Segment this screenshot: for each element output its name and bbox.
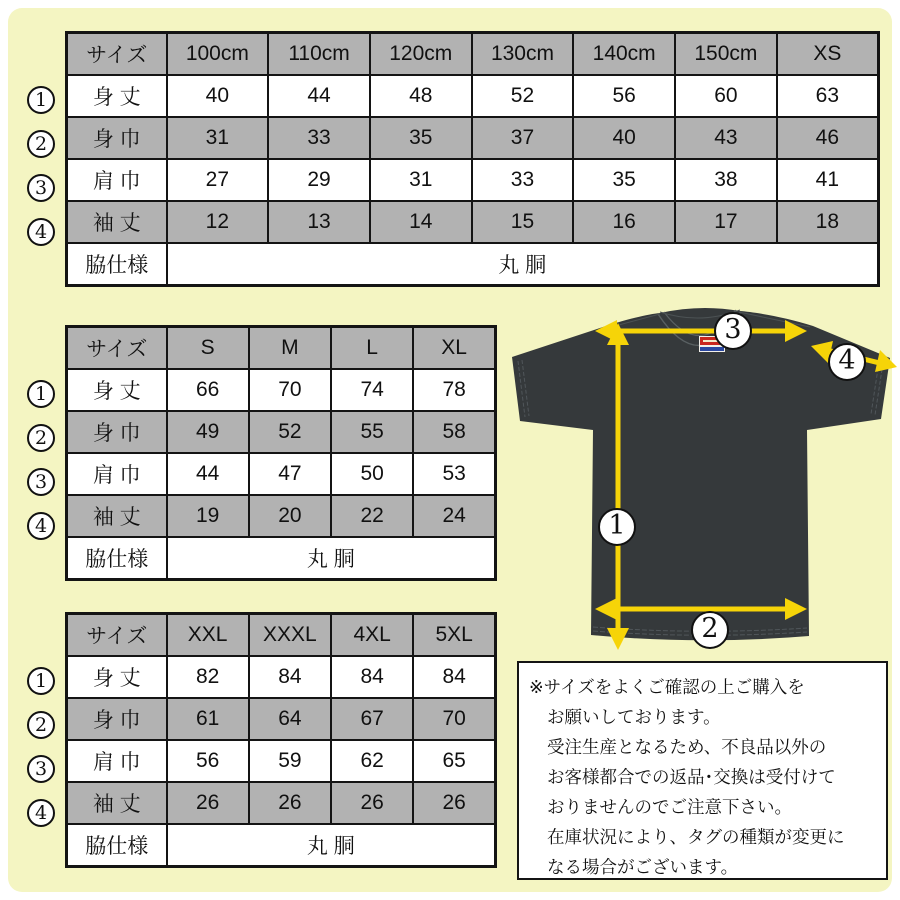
- size-table-big: [34, 612, 497, 868]
- note-line: 受注生産となるため、不良品以外の: [547, 737, 827, 757]
- side-spec-value: 丸 胴: [167, 537, 496, 580]
- measurement-value: 64: [249, 698, 331, 740]
- measurement-label: 袖 丈: [67, 495, 167, 537]
- row-marker-circle: 2: [27, 130, 55, 158]
- side-spec-value: 丸 胴: [167, 824, 496, 867]
- measurement-value: 67: [331, 698, 413, 740]
- measurement-value: 33: [268, 117, 370, 159]
- size-header-label: サイズ: [67, 614, 167, 657]
- row-marker-circle: 2: [27, 711, 55, 739]
- side-spec-value: 丸 胴: [167, 243, 879, 286]
- size-column-header: XL: [413, 327, 495, 370]
- measurement-value: 52: [249, 411, 331, 453]
- row-marker-circle: 3: [27, 174, 55, 202]
- tshirt-diagram: [500, 298, 900, 660]
- size-column-header: XXL: [167, 614, 249, 657]
- measurement-value: 56: [167, 740, 249, 782]
- measurement-value: 35: [370, 117, 472, 159]
- measurement-value: 33: [472, 159, 574, 201]
- measurement-value: 70: [249, 369, 331, 411]
- size-column-header: 110cm: [268, 33, 370, 76]
- row-marker-circle: 4: [27, 799, 55, 827]
- note-line: ※サイズをよくご確認の上ご購入を: [529, 677, 805, 697]
- side-spec-label: 脇仕様: [67, 243, 167, 286]
- measurement-value: 31: [370, 159, 472, 201]
- measurement-value: 37: [472, 117, 574, 159]
- measure-marker-4: 4: [828, 343, 866, 381]
- measurement-value: 35: [573, 159, 675, 201]
- side-spec-label: 脇仕様: [67, 537, 167, 580]
- measurement-label: 身 丈: [67, 369, 167, 411]
- size-column-header: XXXL: [249, 614, 331, 657]
- measurement-value: 59: [249, 740, 331, 782]
- measurement-value: 84: [413, 656, 495, 698]
- measurement-value: 26: [167, 782, 249, 824]
- measurement-value: 41: [777, 159, 879, 201]
- measurement-label: 身 丈: [67, 656, 167, 698]
- size-column-header: S: [167, 327, 249, 370]
- measurement-label: 身 巾: [67, 117, 167, 159]
- measurement-value: 58: [413, 411, 495, 453]
- measurement-value: 19: [167, 495, 249, 537]
- row-marker-circle: 4: [27, 218, 55, 246]
- measurement-value: 26: [331, 782, 413, 824]
- row-marker-circle: 1: [27, 86, 55, 114]
- measurement-value: 55: [331, 411, 413, 453]
- measurement-value: 74: [331, 369, 413, 411]
- measurement-value: 56: [573, 75, 675, 117]
- measurement-value: 43: [675, 117, 777, 159]
- measurement-value: 20: [249, 495, 331, 537]
- measurement-value: 16: [573, 201, 675, 243]
- measurement-label: 袖 丈: [67, 201, 167, 243]
- measurement-value: 62: [331, 740, 413, 782]
- measurement-value: 63: [777, 75, 879, 117]
- measurement-value: 61: [167, 698, 249, 740]
- measurement-value: 40: [573, 117, 675, 159]
- size-table: [65, 612, 497, 868]
- measurement-label: 身 丈: [67, 75, 167, 117]
- size-header-label: サイズ: [67, 33, 167, 76]
- measurement-value: 18: [777, 201, 879, 243]
- size-header-label: サイズ: [67, 327, 167, 370]
- row-marker-circle: 1: [27, 667, 55, 695]
- measurement-value: 13: [268, 201, 370, 243]
- measure-marker-3: 3: [714, 312, 752, 350]
- purchase-note: [517, 661, 888, 880]
- measurement-value: 38: [675, 159, 777, 201]
- measurement-value: 44: [167, 453, 249, 495]
- row-marker-circle: 1: [27, 380, 55, 408]
- measurement-value: 49: [167, 411, 249, 453]
- measurement-value: 60: [675, 75, 777, 117]
- measure-marker-2: 2: [691, 611, 729, 649]
- note-line: お客様都合での返品･交換は受付けて: [547, 767, 836, 787]
- note-line: なる場合がございます。: [547, 857, 739, 877]
- measurement-value: 26: [413, 782, 495, 824]
- row-marker-circle: 2: [27, 424, 55, 452]
- measurement-value: 26: [249, 782, 331, 824]
- measure-marker-1: 1: [598, 508, 636, 546]
- note-line: お願いしております。: [547, 707, 721, 727]
- measurement-value: 22: [331, 495, 413, 537]
- measurement-label: 肩 巾: [67, 740, 167, 782]
- size-column-header: XS: [777, 33, 879, 76]
- measurement-value: 48: [370, 75, 472, 117]
- size-column-header: L: [331, 327, 413, 370]
- measurement-value: 24: [413, 495, 495, 537]
- measurement-value: 29: [268, 159, 370, 201]
- measurement-value: 50: [331, 453, 413, 495]
- size-column-header: 5XL: [413, 614, 495, 657]
- size-column-header: 130cm: [472, 33, 574, 76]
- note-line: 在庫状況により、タグの種類が変更に: [547, 827, 845, 847]
- size-table: [65, 31, 880, 287]
- measurement-value: 27: [167, 159, 269, 201]
- row-marker-circle: 4: [27, 512, 55, 540]
- measurement-value: 40: [167, 75, 269, 117]
- note-line: おりませんのでご注意下さい。: [547, 797, 792, 817]
- measurement-value: 78: [413, 369, 495, 411]
- row-marker-circle: 3: [27, 468, 55, 496]
- measurement-value: 82: [167, 656, 249, 698]
- measurement-value: 66: [167, 369, 249, 411]
- measurement-value: 70: [413, 698, 495, 740]
- size-column-header: 120cm: [370, 33, 472, 76]
- measurement-value: 17: [675, 201, 777, 243]
- side-spec-label: 脇仕様: [67, 824, 167, 867]
- measurement-value: 84: [249, 656, 331, 698]
- measurement-value: 31: [167, 117, 269, 159]
- measurement-value: 15: [472, 201, 574, 243]
- size-column-header: M: [249, 327, 331, 370]
- measurement-label: 身 巾: [67, 698, 167, 740]
- measurement-label: 身 巾: [67, 411, 167, 453]
- measurement-label: 肩 巾: [67, 453, 167, 495]
- size-table-adult: [34, 325, 497, 581]
- size-column-header: 100cm: [167, 33, 269, 76]
- measurement-value: 14: [370, 201, 472, 243]
- measurement-value: 53: [413, 453, 495, 495]
- size-table: [65, 325, 497, 581]
- measurement-value: 12: [167, 201, 269, 243]
- measurement-value: 47: [249, 453, 331, 495]
- row-marker-circle: 3: [27, 755, 55, 783]
- size-column-header: 140cm: [573, 33, 675, 76]
- size-column-header: 150cm: [675, 33, 777, 76]
- measurement-value: 65: [413, 740, 495, 782]
- measurement-label: 袖 丈: [67, 782, 167, 824]
- size-column-header: 4XL: [331, 614, 413, 657]
- measurement-label: 肩 巾: [67, 159, 167, 201]
- size-table-kids: [34, 31, 880, 287]
- measurement-value: 52: [472, 75, 574, 117]
- measurement-value: 44: [268, 75, 370, 117]
- measurement-value: 46: [777, 117, 879, 159]
- measurement-value: 84: [331, 656, 413, 698]
